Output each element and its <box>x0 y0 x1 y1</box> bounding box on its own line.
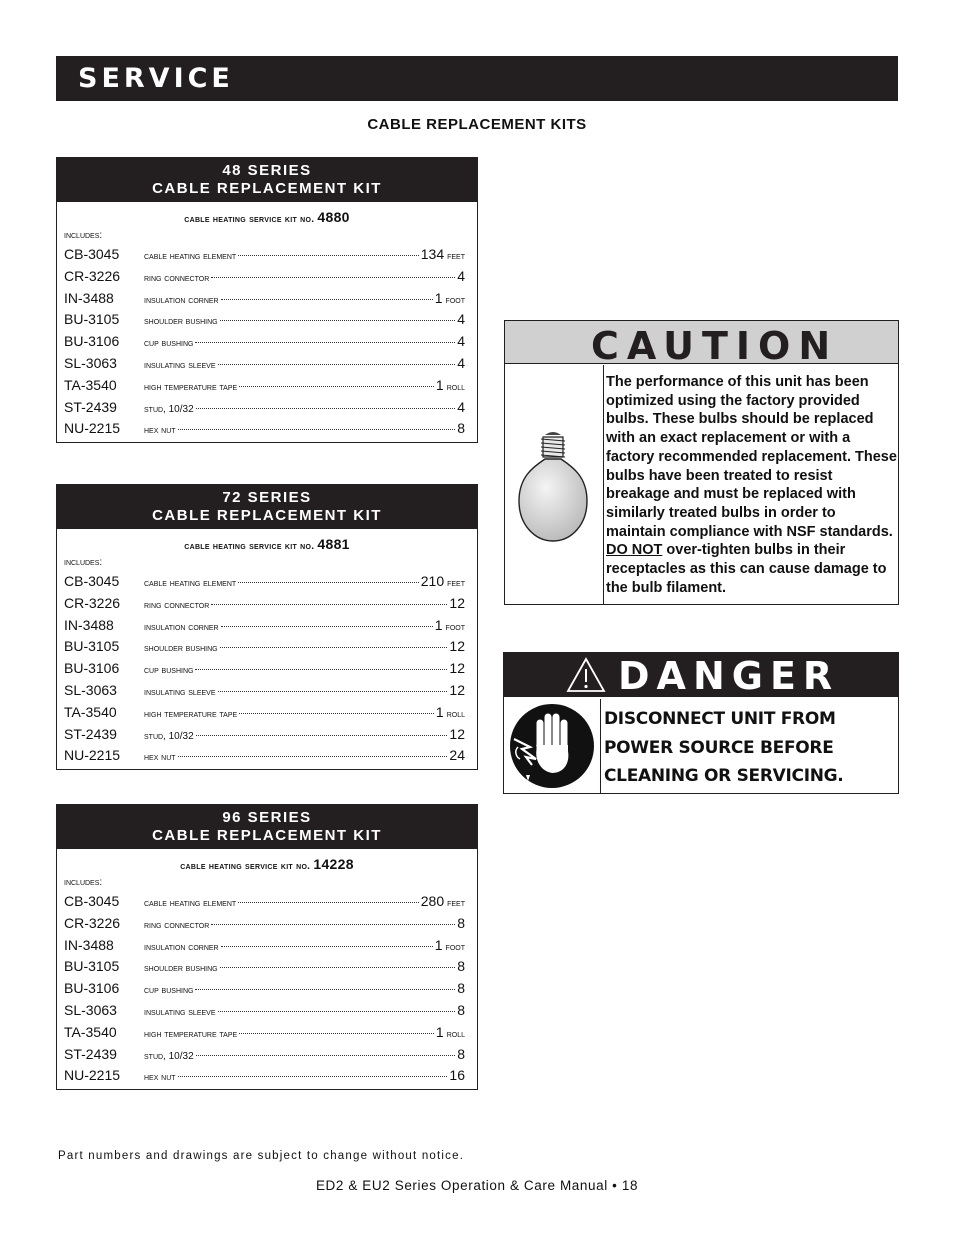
quantity-value: 1 <box>434 936 443 953</box>
kit-table-72 <box>56 484 478 770</box>
part-number: IN-3488 <box>64 289 114 306</box>
part-description: high temperature tape <box>144 381 238 393</box>
part-quantity <box>435 290 465 306</box>
dot-leader <box>195 989 455 990</box>
quantity-value: 4 <box>457 354 465 371</box>
part-quantity <box>421 246 465 262</box>
quantity-unit: foot <box>445 294 465 306</box>
part-description: ring connector <box>144 272 210 284</box>
table-row <box>57 747 477 769</box>
caution-box <box>504 320 899 605</box>
table-row <box>57 333 477 355</box>
part-number: CR-3226 <box>64 267 121 284</box>
section-title: SERVICE <box>78 63 234 94</box>
part-description: cable heating element <box>144 898 237 909</box>
kit-number-label: cable heating service kit no. <box>184 541 315 552</box>
kit-table-96 <box>56 804 478 1090</box>
part-number: CR-3226 <box>64 594 121 611</box>
quantity-unit: feet <box>447 898 465 909</box>
part-quantity <box>457 311 465 327</box>
part-description: insulating sleeve <box>144 1006 216 1018</box>
quantity-value: 8 <box>457 914 465 931</box>
part-number: SL-3063 <box>64 354 117 371</box>
part-description: high temperature tape <box>144 708 238 720</box>
dot-leader <box>178 1076 448 1077</box>
dot-leader <box>220 967 456 968</box>
kit-number-value: 4880 <box>317 209 350 225</box>
quantity-value: 12 <box>449 681 465 698</box>
part-number: IN-3488 <box>64 936 114 953</box>
table-row <box>57 915 477 937</box>
part-description: cable heating element <box>144 251 237 262</box>
dot-leader <box>196 408 456 409</box>
table-row <box>57 958 477 980</box>
includes-label: includes: <box>64 877 103 888</box>
part-description: hex nut <box>144 1072 176 1084</box>
kit-item-list <box>57 893 477 1089</box>
danger-box <box>503 652 899 794</box>
light-bulb-icon <box>505 365 603 604</box>
dot-leader <box>238 582 419 583</box>
danger-title: DANGER <box>618 654 840 698</box>
part-number: TA-3540 <box>64 1023 117 1040</box>
table-row <box>57 268 477 290</box>
quantity-value: 12 <box>449 638 465 655</box>
table-row <box>57 573 477 595</box>
kit-number-value: 4881 <box>317 536 350 552</box>
part-description: high temperature tape <box>144 1028 238 1040</box>
kit-header <box>57 805 477 849</box>
part-number: IN-3488 <box>64 616 114 633</box>
danger-line: CLEANING OR SERVICING. <box>604 766 844 786</box>
quantity-unit: feet <box>447 251 465 262</box>
part-description: ring connector <box>144 919 210 931</box>
part-quantity <box>449 638 465 654</box>
part-quantity <box>457 355 465 371</box>
table-row <box>57 1002 477 1024</box>
quantity-unit: foot <box>445 941 465 953</box>
dot-leader <box>220 647 448 648</box>
caution-header <box>505 321 898 368</box>
kit-table-48 <box>56 157 478 443</box>
table-row <box>57 704 477 726</box>
part-quantity <box>457 268 465 284</box>
quantity-value: 4 <box>457 333 465 350</box>
dot-leader <box>178 429 456 430</box>
dot-leader <box>239 386 434 387</box>
part-quantity <box>449 726 465 742</box>
part-description: cable heating element <box>144 578 237 589</box>
kit-title: CABLE REPLACEMENT KIT <box>152 180 382 197</box>
electric-shock-hand-icon <box>504 699 600 793</box>
danger-line: POWER SOURCE BEFORE <box>604 737 834 758</box>
part-number: BU-3106 <box>64 980 120 997</box>
dot-leader <box>211 924 455 925</box>
dot-leader <box>221 626 433 627</box>
part-number: NU-2215 <box>64 747 121 764</box>
quantity-value: 4 <box>457 398 465 415</box>
part-description: hex nut <box>144 752 176 764</box>
part-description: stud, 10/32 <box>144 730 194 742</box>
part-description: cup bushing <box>144 338 194 350</box>
part-quantity <box>457 1046 465 1062</box>
table-row <box>57 682 477 704</box>
table-row <box>57 893 477 915</box>
quantity-value: 12 <box>449 660 465 677</box>
part-number: ST-2439 <box>64 1045 117 1062</box>
dot-leader <box>238 255 419 256</box>
dot-leader <box>220 320 456 321</box>
kit-number-value: 14228 <box>313 856 354 872</box>
part-description: cup bushing <box>144 665 194 677</box>
part-quantity <box>421 573 465 589</box>
quantity-value: 8 <box>457 958 465 975</box>
dot-leader <box>211 604 447 605</box>
part-quantity <box>436 1024 465 1040</box>
page-footer: ED2 & EU2 Series Operation & Care Manual • 18 <box>315 1178 639 1193</box>
dot-leader <box>218 691 448 692</box>
dot-leader <box>211 277 455 278</box>
quantity-unit: feet <box>447 578 465 589</box>
part-description: shoulder bushing <box>144 316 218 328</box>
quantity-value: 134 <box>420 246 445 262</box>
table-row <box>57 377 477 399</box>
part-number: TA-3540 <box>64 703 117 720</box>
dot-leader <box>239 713 434 714</box>
page-subtitle: CABLE REPLACEMENT KITS <box>367 116 587 133</box>
quantity-value: 1 <box>434 289 443 306</box>
part-quantity <box>449 660 465 676</box>
dot-leader <box>238 902 419 903</box>
table-row <box>57 290 477 312</box>
part-number: NU-2215 <box>64 1067 121 1084</box>
caution-message <box>606 373 898 597</box>
quantity-value: 12 <box>449 594 465 611</box>
part-number: SL-3063 <box>64 1001 117 1018</box>
includes-label: includes: <box>64 557 103 568</box>
part-description: insulating sleeve <box>144 359 216 371</box>
kit-number-label: cable heating service kit no. <box>184 214 315 225</box>
table-row <box>57 1024 477 1046</box>
quantity-unit: roll <box>446 381 465 393</box>
table-row <box>57 726 477 748</box>
table-row <box>57 660 477 682</box>
quantity-value: 280 <box>420 893 445 909</box>
part-quantity <box>457 420 465 436</box>
part-quantity <box>436 704 465 720</box>
kit-number <box>57 856 477 872</box>
quantity-value: 8 <box>457 1001 465 1018</box>
danger-header <box>504 653 898 697</box>
kit-number-label: cable heating service kit no. <box>180 861 311 872</box>
quantity-value: 4 <box>457 267 465 284</box>
caution-title: CAUTION <box>591 324 839 368</box>
section-header-bar <box>56 56 898 101</box>
part-quantity <box>435 617 465 633</box>
part-description: hex nut <box>144 425 176 437</box>
part-quantity <box>457 333 465 349</box>
part-quantity <box>457 958 465 974</box>
quantity-value: 24 <box>449 747 465 764</box>
part-quantity <box>457 399 465 415</box>
table-row <box>57 617 477 639</box>
part-description: stud, 10/32 <box>144 403 194 415</box>
quantity-value: 1 <box>435 703 444 720</box>
dot-leader <box>196 1055 456 1056</box>
part-number: CR-3226 <box>64 914 121 931</box>
danger-line: DISCONNECT UNIT FROM <box>604 709 836 729</box>
dot-leader <box>221 946 433 947</box>
table-row <box>57 355 477 377</box>
part-number: BU-3105 <box>64 638 120 655</box>
quantity-value: 1 <box>435 1023 444 1040</box>
part-quantity <box>457 915 465 931</box>
kit-series: 96 SERIES <box>222 809 312 826</box>
caution-text-emphasis: DO NOT <box>606 542 663 559</box>
table-row <box>57 638 477 660</box>
quantity-value: 16 <box>449 1067 465 1084</box>
quantity-unit: roll <box>446 708 465 720</box>
quantity-unit: roll <box>446 1028 465 1040</box>
part-description: insulation corner <box>144 294 219 306</box>
kit-header <box>57 158 477 202</box>
dot-leader <box>221 299 433 300</box>
part-quantity <box>457 1002 465 1018</box>
table-row <box>57 595 477 617</box>
table-row <box>57 1046 477 1068</box>
part-number: BU-3106 <box>64 660 120 677</box>
part-number: CB-3045 <box>64 246 120 262</box>
part-quantity <box>449 682 465 698</box>
kit-number <box>57 536 477 552</box>
kit-header <box>57 485 477 529</box>
part-quantity <box>421 893 465 909</box>
part-quantity <box>435 937 465 953</box>
part-description: stud, 10/32 <box>144 1050 194 1062</box>
part-number: CB-3045 <box>64 573 120 589</box>
part-number: ST-2439 <box>64 398 117 415</box>
part-number: NU-2215 <box>64 420 121 437</box>
table-row <box>57 980 477 1002</box>
part-quantity <box>436 377 465 393</box>
table-row <box>57 246 477 268</box>
part-quantity <box>457 980 465 996</box>
kit-item-list <box>57 246 477 442</box>
caution-text-part: over-tighten bulbs in their receptacles as this can cause damage to the bulb filament. <box>606 542 887 596</box>
part-quantity <box>449 747 465 763</box>
part-number: ST-2439 <box>64 725 117 742</box>
table-row <box>57 420 477 442</box>
kit-title: CABLE REPLACEMENT KIT <box>152 507 382 524</box>
part-description: shoulder bushing <box>144 963 218 975</box>
includes-label: includes: <box>64 230 103 241</box>
table-row <box>57 937 477 959</box>
quantity-value: 4 <box>457 311 465 328</box>
quantity-value: 8 <box>457 420 465 437</box>
part-quantity <box>449 1067 465 1083</box>
quantity-value: 1 <box>435 376 444 393</box>
danger-icon-cell <box>504 699 601 793</box>
part-number: BU-3105 <box>64 311 120 328</box>
part-number: TA-3540 <box>64 376 117 393</box>
part-description: cup bushing <box>144 985 194 997</box>
dot-leader <box>239 1033 434 1034</box>
dot-leader <box>218 1011 456 1012</box>
dot-leader <box>195 669 447 670</box>
quantity-value: 1 <box>434 616 443 633</box>
table-row <box>57 1067 477 1089</box>
part-description: insulating sleeve <box>144 686 216 698</box>
quantity-value: 8 <box>457 980 465 997</box>
quantity-value: 8 <box>457 1045 465 1062</box>
kit-number <box>57 209 477 225</box>
dot-leader <box>218 364 456 365</box>
dot-leader <box>178 756 448 757</box>
change-notice: Part numbers and drawings are subject to change without notice. <box>58 1150 465 1162</box>
caution-text-part: The performance of this unit has been optimized using the factory provided bulbs. These bulbs should be replaced with an exact replacement or with a factory recommended replacement. These bulbs have been treated to resist breakage and must be replaced with similarly treated bulbs in order to maintain compliance with NSF standards. <box>606 374 897 540</box>
kit-series: 72 SERIES <box>222 489 312 506</box>
part-description: insulation corner <box>144 621 219 633</box>
part-quantity <box>449 595 465 611</box>
part-number: SL-3063 <box>64 681 117 698</box>
part-number: CB-3045 <box>64 893 120 909</box>
quantity-value: 210 <box>420 573 445 589</box>
quantity-unit: foot <box>445 621 465 633</box>
caution-icon-cell <box>505 365 604 604</box>
kit-title: CABLE REPLACEMENT KIT <box>152 827 382 844</box>
kit-series: 48 SERIES <box>222 162 312 179</box>
dot-leader <box>196 735 448 736</box>
table-row <box>57 399 477 421</box>
part-number: BU-3106 <box>64 333 120 350</box>
part-description: insulation corner <box>144 941 219 953</box>
table-row <box>57 311 477 333</box>
danger-message <box>604 705 898 791</box>
quantity-value: 12 <box>449 725 465 742</box>
part-description: shoulder bushing <box>144 643 218 655</box>
part-number: BU-3105 <box>64 958 120 975</box>
part-description: ring connector <box>144 599 210 611</box>
kit-item-list <box>57 573 477 769</box>
warning-triangle-icon <box>566 657 606 693</box>
dot-leader <box>195 342 455 343</box>
